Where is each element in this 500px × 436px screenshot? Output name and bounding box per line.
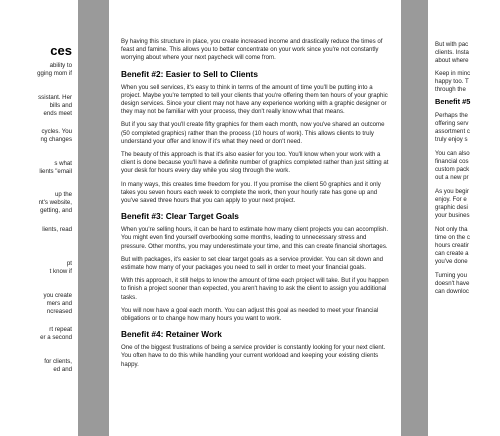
left-page-text-fragment: s what [54,160,72,167]
right-page-text-fragment: can create a [435,250,469,257]
right-page-text-fragment: hours creatir [435,242,469,249]
right-page-text-fragment: Not only tha [435,226,468,233]
left-page-text-fragment: for clients, [44,358,72,365]
right-page-text-fragment: doesn't have [435,280,470,287]
left-page-text-fragment: you create [43,292,72,299]
right-page-text-fragment: graphic desi [435,204,468,211]
paragraph: The beauty of this approach is that it's also easier for you too. You'll know when your work with a client is done because you'll have a definite number of graphics completed rather than just sitting at your desk for hours every day while you slog through the work. [121,151,389,175]
right-page-text-fragment: Turning you [435,272,467,279]
left-page-text-fragment: lients, read [42,226,72,233]
right-page-text-fragment: about where [435,57,469,64]
paragraph: When you're selling hours, it can be hard to estimate how many client projects you can accomplish. You might even find yourself overbooking some months, leading to unnecessary stress and pressure. Other months, you may underestimate your time, and this can create financial shortages. [121,226,389,250]
left-page-text-fragment: ends meet [43,110,72,117]
paragraph: But with packages, it's easier to set clear target goals as a service provider. You can sit down and estimate how many of your packages you need to sell in order to meet your financial goals. [121,255,383,272]
paragraph: But if you say that you'll create fifty graphics for them each month, now you've shared an outcome (50 completed graphics) rather than the process (10 hours of work). This allows clients to truly understand your offer and know if it's what they need or don't need. [121,121,385,145]
right-page-text-fragment: clients. Insta [435,49,469,56]
center-page [109,0,401,436]
left-page-text-fragment: mers and [46,300,72,307]
left-page-text-fragment: er a second [40,334,72,341]
left-page-text-fragment: ncreased [46,308,72,315]
right-page-text-fragment: your busines [435,212,470,219]
right-page-text-fragment: assortment c [435,128,470,135]
paragraph: In many ways, this creates time freedom for you. If you promise the client 50 graphics and it only takes you seven hours each week to complete the work, then your hourly rate has gone up and you've saved three hours that you can apply to your next project. [121,180,381,205]
left-page-text-fragment: bills and [49,102,72,109]
right-page [428,0,500,436]
left-page-text-fragment: ability to [49,62,72,69]
right-page-text-fragment: enjoy. For e [435,196,467,203]
left-page-text-fragment: getting, and [40,207,72,214]
left-page-text-fragment: cycles. You [41,128,72,135]
right-page-text-fragment: offering serv [435,120,469,127]
left-page-text-fragment: up the [55,191,72,198]
section-heading: Benefit #2: Easier to Sell to Clients [121,68,258,79]
section-heading: Benefit #3: Clear Target Goals [121,211,239,222]
right-page-text-fragment: You can also [435,150,470,157]
left-page-text-fragment: lients "email [39,168,72,175]
right-page-text-fragment: time on the c [435,234,470,241]
left-page-text-fragment: ng changes [40,136,72,143]
right-page-text-fragment: Benefit #5 [435,97,471,106]
right-page-text-fragment: financial cos [435,158,469,165]
right-page-text-fragment: truly enjoy s [435,136,468,143]
right-page-text-fragment: As you begir [435,188,469,195]
right-page-text-fragment: Keep in minc [435,70,471,77]
left-page-text-fragment: rt repeat [49,326,72,333]
right-page-text-fragment: out a new pr [435,174,469,181]
paragraph: By having this structure in place, you create increased income and drastically reduce the times of feast and famine. This allows you to better concentrate on your work since you're not constantly worrying about where your next paycheck will come from. [121,38,383,62]
left-page-text-fragment: gging mom if [37,70,72,77]
left-page-text-fragment: ces [50,43,72,58]
paragraph: You will now have a goal each month. You can adjust this goal as needed to meet your financial obligations or to change how many hours you want to work. [121,306,379,323]
left-page [0,0,78,436]
left-page-text-fragment: pt [66,260,72,267]
right-page-text-fragment: custom pack [435,166,470,173]
right-page-text-fragment: can downloc [435,288,469,295]
left-page-text-fragment: t know if [49,268,72,275]
left-page-text-fragment: ssistant. Her [38,94,72,101]
paragraph: When you sell services, it's easy to think in terms of the amount of time you'll be putting into a project. Maybe you're tempted to tell your clients that you're offering them ten hours of your graphic design services. Since your client may not have any experience working with a graphic designer or they may not be familiar with your process, they don't really know what that means. [121,83,388,116]
section-heading: Benefit #4: Retainer Work [121,329,222,340]
right-page-text-fragment: through the [435,86,466,93]
right-page-text-fragment: But with pac [435,41,469,48]
right-page-text-fragment: Perhaps the [435,112,468,119]
paragraph: With this approach, it still helps to know the amount of time each project will take. But if you happen to finish a project sooner than expected, you aren't having to ask the client to assign you additional tasks. [121,277,389,301]
right-page-text-fragment: happy too. T [435,78,469,85]
right-page-text-fragment: you've done [435,258,468,265]
paragraph: One of the biggest frustrations of being a service provider is constantly looking for your next client. You often have to do this while handling your current workload and keeping your existing clients happy. [121,344,386,368]
left-page-text-fragment: ed and [53,366,72,373]
left-page-text-fragment: nt's website, [38,199,72,206]
